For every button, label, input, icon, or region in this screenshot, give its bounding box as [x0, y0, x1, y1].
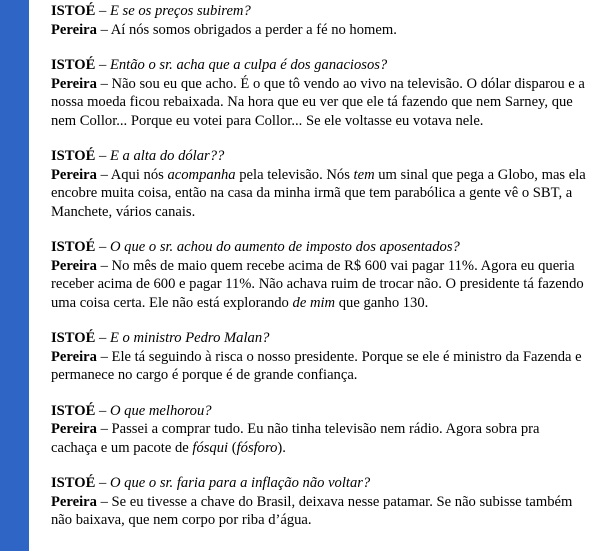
- dash-separator: –: [99, 57, 107, 73]
- answer-segment: pela televisão. Nós: [235, 166, 354, 183]
- dash-separator: –: [99, 475, 107, 491]
- answer-segment: um sinal que pega a Globo, mas ela encobre muita coisa, então na casa da minha irmã que tem parabólica a gente vê o SBT, a Manchete, vários canais.: [51, 166, 586, 220]
- answer-segment: Passei a comprar tudo. Eu não tinha televisão nem rádio. Agora sobra pra cachaça e um pacote de: [51, 421, 540, 456]
- answer-emphasis: fósforo: [236, 439, 278, 456]
- answer-segment: Não sou eu que acho. É o que tô vendo ao vivo na televisão. O dólar disparou e a nossa moeda ficou rebaixada. Na hora que eu ver que ele tá fazendo que nem Sarney, que nem Collor... Porque eu votei para Collor... Se ele voltasse eu votava nele.: [51, 75, 585, 129]
- question-line: [51, 2, 587, 21]
- answer-segment: que ganho 130.: [335, 294, 429, 311]
- answer-segment: (: [228, 439, 237, 456]
- dash-separator: –: [100, 257, 108, 274]
- answer-segment: No mês de maio quem recebe acima de R$ 600 vai pagar 11%. Agora eu queria receber acima de 600 e pagar 11%. Não achava ruim de trocar não. O presidente tá fazendo uma coisa certa. Ele não está explorando: [51, 257, 584, 311]
- answer-line: [51, 75, 587, 131]
- answer-emphasis: tem: [353, 166, 375, 183]
- answer-text: [51, 421, 540, 456]
- question-text: E se os preços subirem?: [109, 3, 251, 19]
- dash-separator: –: [99, 330, 107, 346]
- interviewer-name: ISTOÉ: [51, 402, 96, 419]
- interviewee-name: Pereira: [51, 348, 97, 365]
- answer-line: [51, 166, 587, 222]
- dash-separator: –: [99, 239, 107, 255]
- qa-block: [51, 329, 587, 385]
- dash-separator: –: [100, 166, 108, 183]
- question-text: Então o sr. acha que a culpa é dos ganaciosos?: [109, 57, 388, 73]
- qa-block: [51, 2, 587, 39]
- answer-line: [51, 493, 587, 530]
- answer-text: [111, 22, 397, 38]
- dash-separator: –: [100, 348, 108, 365]
- interviewee-name: Pereira: [51, 75, 97, 92]
- question-line: [51, 56, 587, 75]
- answer-segment: ).: [277, 439, 286, 456]
- answer-emphasis: de mim: [292, 294, 336, 311]
- answer-segment: Aí nós somos obrigados a perder a fé no homem.: [110, 21, 397, 38]
- dash-separator: –: [100, 421, 108, 437]
- answer-line: [51, 257, 587, 313]
- dash-separator: –: [99, 3, 107, 19]
- answer-text: [51, 76, 585, 129]
- interviewer-name: ISTOÉ: [51, 57, 96, 73]
- answer-line: [51, 420, 587, 457]
- qa-block: [51, 56, 587, 130]
- interviewer-name: ISTOÉ: [51, 475, 96, 491]
- question-text: E o ministro Pedro Malan?: [109, 330, 270, 346]
- interviewee-name: Pereira: [51, 166, 97, 183]
- dash-separator: –: [99, 148, 107, 164]
- interviewee-name: Pereira: [51, 493, 97, 510]
- interview-text: [51, 2, 587, 547]
- answer-text: [51, 258, 584, 311]
- left-accent-bar: [0, 0, 29, 551]
- interviewee-name: Pereira: [51, 257, 97, 274]
- question-line: [51, 329, 587, 348]
- interviewer-name: ISTOÉ: [51, 330, 96, 346]
- answer-segment: Se eu tivesse a chave do Brasil, deixava nesse patamar. Se não subisse também não baixava, que nem corpo por riba d’água.: [51, 493, 573, 528]
- answer-segment: Ele tá seguindo à risca o nosso presidente. Porque se ele é ministro da Fazenda e permanece no cargo é porque é de grande confiança.: [51, 348, 582, 383]
- question-text: O que o sr. achou do aumento de imposto dos aposentados?: [109, 239, 460, 255]
- qa-block: [51, 402, 587, 458]
- interviewer-name: ISTOÉ: [51, 3, 96, 19]
- answer-segment: Aqui nós: [110, 166, 168, 183]
- interviewer-name: ISTOÉ: [51, 239, 96, 255]
- question-text: O que o sr. faria para a inflação não voltar?: [109, 475, 371, 491]
- answer-text: [51, 167, 586, 220]
- answer-emphasis: acompanha: [167, 166, 236, 183]
- question-line: [51, 474, 587, 493]
- answer-emphasis: fósqui: [192, 439, 229, 456]
- dash-separator: –: [100, 21, 108, 38]
- answer-text: [51, 349, 582, 384]
- interviewee-name: Pereira: [51, 21, 97, 38]
- question-line: [51, 147, 587, 166]
- question-text: O que melhorou?: [109, 402, 212, 419]
- dash-separator: –: [100, 493, 108, 510]
- answer-text: [51, 494, 572, 529]
- interviewer-name: ISTOÉ: [51, 148, 96, 164]
- answer-line: [51, 348, 587, 385]
- qa-block: [51, 238, 587, 312]
- question-line: [51, 238, 587, 257]
- dash-separator: –: [100, 75, 108, 92]
- interviewee-name: Pereira: [51, 421, 97, 437]
- answer-line: [51, 21, 587, 40]
- qa-block: [51, 474, 587, 530]
- qa-block: [51, 147, 587, 221]
- dash-separator: –: [99, 402, 107, 419]
- question-line: [51, 402, 587, 421]
- question-text: E a alta do dólar??: [109, 148, 225, 164]
